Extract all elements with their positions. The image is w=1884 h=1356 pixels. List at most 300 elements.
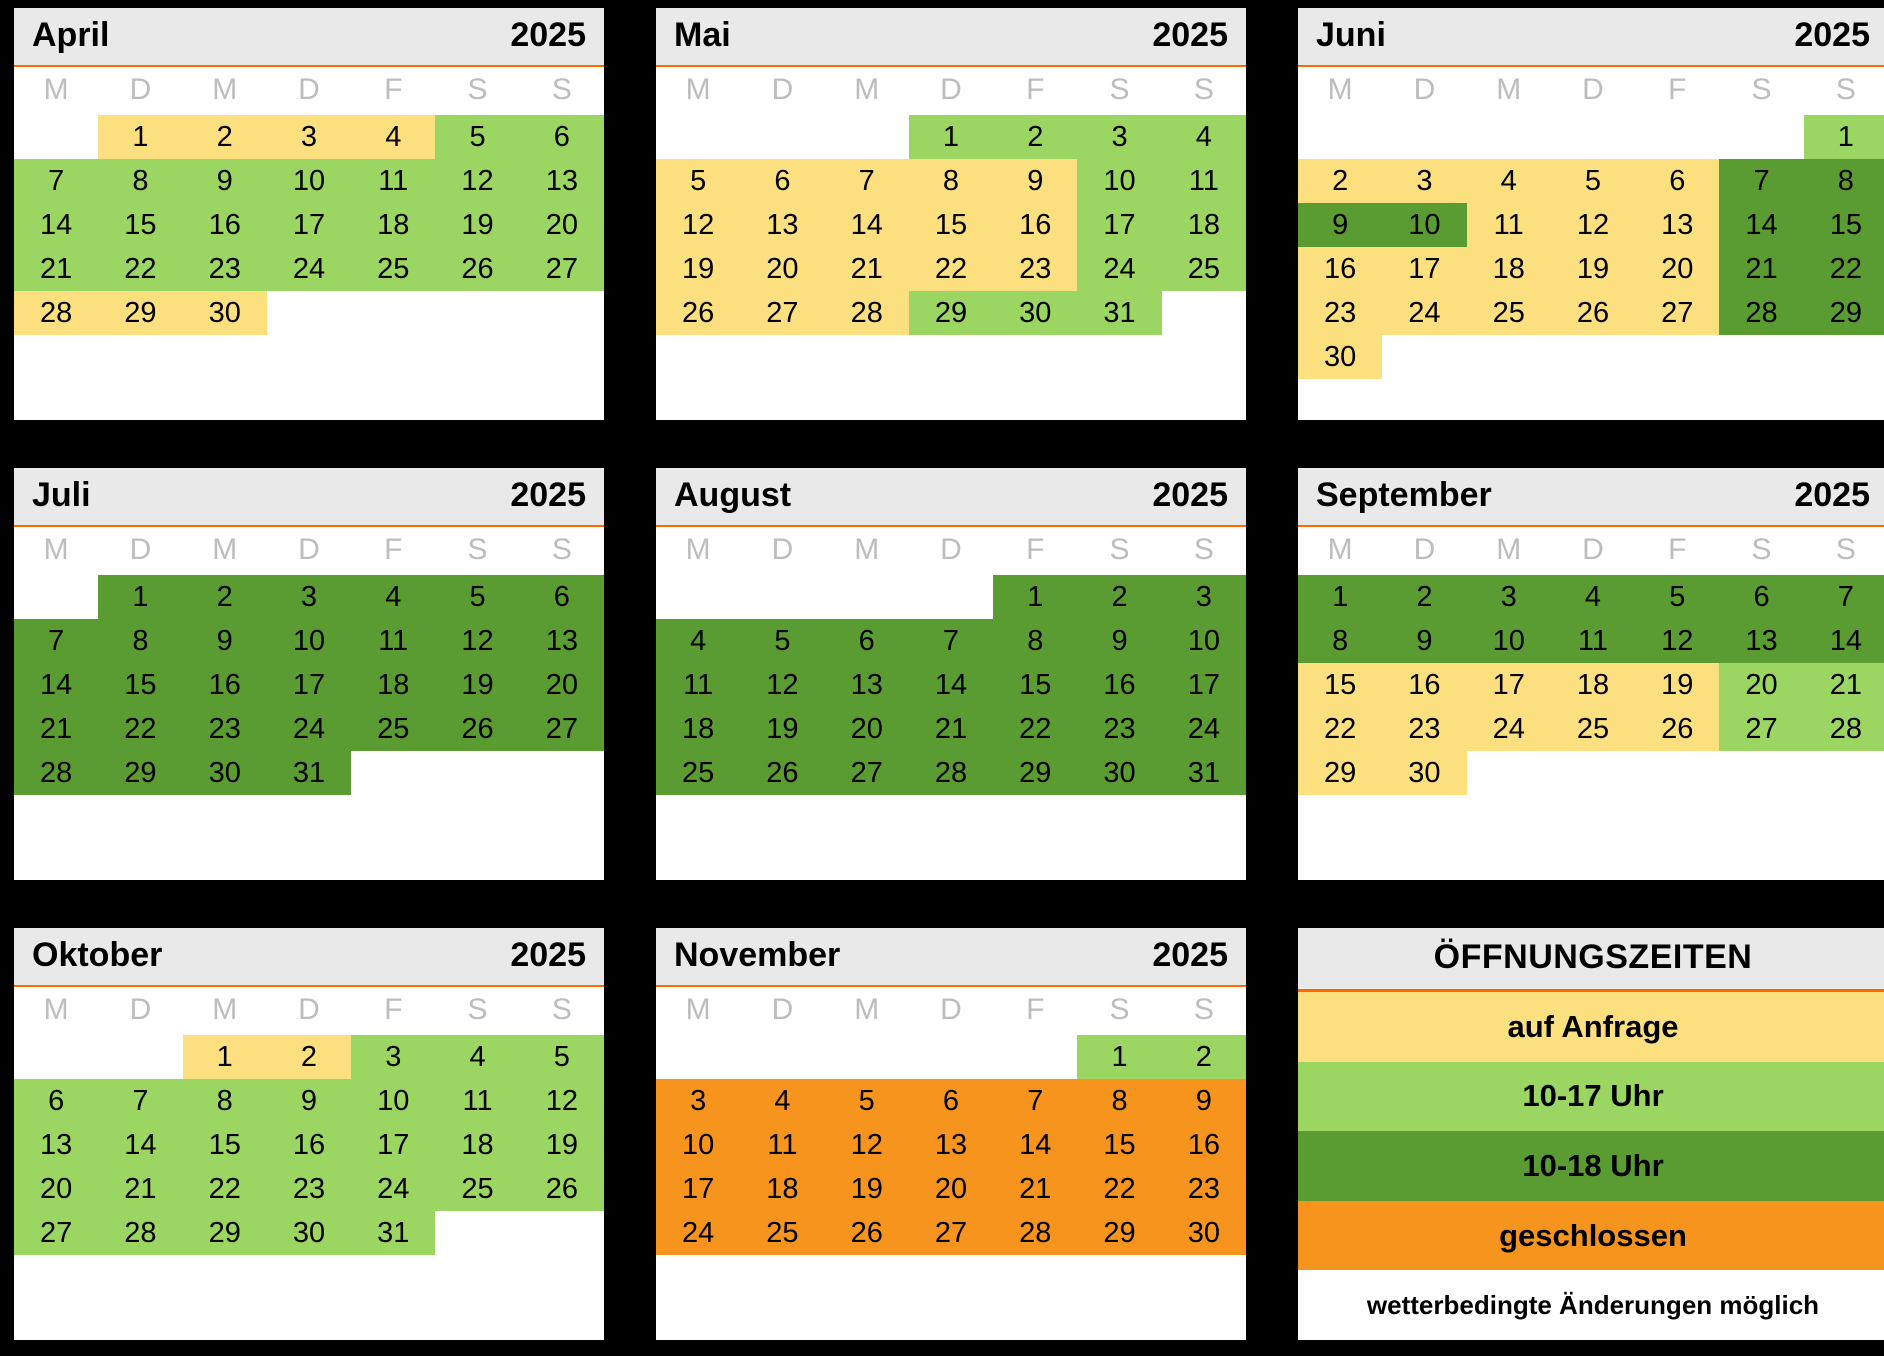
- month-name: August: [674, 476, 792, 514]
- week-row: [14, 1167, 604, 1211]
- weekday-header: D: [1413, 533, 1436, 566]
- day-cell: 27: [1719, 707, 1803, 751]
- day-cell: 6: [1635, 159, 1719, 203]
- empty-day-cell: [1635, 335, 1719, 379]
- day-cell: 9: [183, 619, 267, 663]
- day-cell: 11: [1551, 619, 1635, 663]
- day-cell: 12: [435, 159, 519, 203]
- weekday-header: F: [1026, 993, 1045, 1026]
- day-cell: 14: [993, 1123, 1077, 1167]
- day-cell: 7: [1804, 575, 1884, 619]
- day-cell: 24: [1382, 291, 1466, 335]
- day-cell: 26: [740, 751, 824, 795]
- day-cell: 22: [993, 707, 1077, 751]
- empty-day-cell: [520, 1211, 604, 1255]
- weekday-header: M: [43, 73, 69, 106]
- day-cell: 21: [98, 1167, 182, 1211]
- day-cell: 29: [183, 1211, 267, 1255]
- day-cell: 9: [993, 159, 1077, 203]
- day-cell: 21: [993, 1167, 1077, 1211]
- empty-day-cell: [351, 751, 435, 795]
- day-cell: 24: [351, 1167, 435, 1211]
- day-cell: 15: [993, 663, 1077, 707]
- day-cell: 7: [14, 619, 98, 663]
- weekday-header: D: [1413, 73, 1436, 106]
- day-cell: 27: [740, 291, 824, 335]
- day-cell: 6: [909, 1079, 993, 1123]
- day-cell: 21: [1804, 663, 1884, 707]
- month-year: 2025: [510, 16, 586, 54]
- day-cell: 22: [1298, 707, 1382, 751]
- week-row: [656, 115, 1246, 159]
- day-cell: 4: [351, 575, 435, 619]
- day-cell: 28: [98, 1211, 182, 1255]
- weekday-header: S: [1835, 73, 1856, 106]
- week-row: [14, 291, 604, 335]
- day-cell: 2: [993, 115, 1077, 159]
- day-cell: 20: [1635, 247, 1719, 291]
- day-cell: 2: [183, 575, 267, 619]
- month-card: [656, 468, 1246, 880]
- week-row: [656, 1167, 1246, 1211]
- day-cell: 25: [435, 1167, 519, 1211]
- legend-row-request: auf Anfrage: [1298, 992, 1884, 1062]
- week-row: [656, 751, 1246, 795]
- day-cell: 28: [993, 1211, 1077, 1255]
- day-cell: 23: [1382, 707, 1466, 751]
- day-cell: 31: [1077, 291, 1161, 335]
- day-cell: 18: [1551, 663, 1635, 707]
- day-cell: 18: [351, 663, 435, 707]
- empty-day-cell: [267, 291, 351, 335]
- month-card: [1298, 468, 1884, 880]
- day-cell: 1: [909, 115, 993, 159]
- day-cell: 28: [1719, 291, 1803, 335]
- day-cell: 13: [825, 663, 909, 707]
- empty-day-cell: [1635, 751, 1719, 795]
- empty-day-cell: [1804, 751, 1884, 795]
- month-year: 2025: [1794, 16, 1870, 54]
- day-cell: 10: [1077, 159, 1161, 203]
- day-cell: 4: [435, 1035, 519, 1079]
- day-cell: 18: [1162, 203, 1246, 247]
- day-cell: 22: [183, 1167, 267, 1211]
- day-cell: 2: [1382, 575, 1466, 619]
- empty-day-cell: [740, 1035, 824, 1079]
- month-table: [656, 527, 1246, 795]
- empty-day-cell: [1719, 335, 1803, 379]
- empty-day-cell: [1382, 335, 1466, 379]
- day-cell: 28: [909, 751, 993, 795]
- day-cell: 23: [267, 1167, 351, 1211]
- month-table: [656, 987, 1246, 1255]
- day-cell: 11: [1467, 203, 1551, 247]
- day-cell: 28: [14, 751, 98, 795]
- week-row: [656, 1211, 1246, 1255]
- day-cell: 23: [183, 707, 267, 751]
- empty-day-cell: [740, 115, 824, 159]
- weekday-header: M: [854, 533, 880, 566]
- day-cell: 16: [1077, 663, 1161, 707]
- weekday-header: M: [854, 73, 880, 106]
- legend-row-open-10-18: 10-18 Uhr: [1298, 1131, 1884, 1201]
- day-cell: 11: [351, 619, 435, 663]
- empty-day-cell: [1804, 335, 1884, 379]
- month-year: 2025: [1152, 936, 1228, 974]
- day-cell: 19: [656, 247, 740, 291]
- week-row: [14, 203, 604, 247]
- day-cell: 5: [520, 1035, 604, 1079]
- day-cell: 30: [267, 1211, 351, 1255]
- day-cell: 5: [825, 1079, 909, 1123]
- weekday-header: S: [1109, 73, 1130, 106]
- month-table: [656, 67, 1246, 335]
- month-table: [1298, 67, 1884, 379]
- day-cell: 25: [740, 1211, 824, 1255]
- day-cell: 20: [14, 1167, 98, 1211]
- day-cell: 17: [267, 203, 351, 247]
- day-cell: 15: [1804, 203, 1884, 247]
- empty-day-cell: [1298, 115, 1382, 159]
- day-cell: 4: [1551, 575, 1635, 619]
- day-cell: 7: [98, 1079, 182, 1123]
- day-cell: 13: [909, 1123, 993, 1167]
- day-cell: 30: [183, 751, 267, 795]
- month-name: November: [674, 936, 841, 974]
- day-cell: 8: [98, 159, 182, 203]
- empty-day-cell: [1719, 751, 1803, 795]
- week-row: [14, 751, 604, 795]
- empty-day-cell: [1719, 115, 1803, 159]
- day-cell: 13: [1719, 619, 1803, 663]
- day-cell: 6: [740, 159, 824, 203]
- day-cell: 25: [1467, 291, 1551, 335]
- day-cell: 25: [1551, 707, 1635, 751]
- empty-day-cell: [1551, 751, 1635, 795]
- month-table: [14, 527, 604, 795]
- weekday-header: F: [1668, 73, 1687, 106]
- day-cell: 5: [740, 619, 824, 663]
- day-cell: 5: [1551, 159, 1635, 203]
- day-cell: 26: [1635, 707, 1719, 751]
- weekday-header: M: [43, 993, 69, 1026]
- day-cell: 5: [1635, 575, 1719, 619]
- day-cell: 13: [520, 159, 604, 203]
- day-cell: 13: [740, 203, 824, 247]
- weekday-header: S: [551, 533, 572, 566]
- week-row: [656, 203, 1246, 247]
- day-cell: 21: [14, 247, 98, 291]
- day-cell: 23: [1162, 1167, 1246, 1211]
- weekday-header: M: [685, 73, 711, 106]
- day-cell: 8: [993, 619, 1077, 663]
- day-cell: 4: [740, 1079, 824, 1123]
- day-cell: 30: [183, 291, 267, 335]
- weekday-header: D: [129, 533, 152, 566]
- month-name: Oktober: [32, 936, 163, 974]
- weekday-header: M: [212, 993, 238, 1026]
- week-row: [14, 1035, 604, 1079]
- day-cell: 16: [1382, 663, 1466, 707]
- day-cell: 27: [520, 707, 604, 751]
- weekday-header: M: [1496, 533, 1522, 566]
- day-cell: 28: [1804, 707, 1884, 751]
- day-cell: 31: [1162, 751, 1246, 795]
- day-cell: 20: [909, 1167, 993, 1211]
- day-cell: 3: [1382, 159, 1466, 203]
- month-card: [1298, 8, 1884, 420]
- week-row: [656, 159, 1246, 203]
- empty-day-cell: [14, 115, 98, 159]
- day-cell: 10: [267, 159, 351, 203]
- day-cell: 2: [1298, 159, 1382, 203]
- week-row: [14, 663, 604, 707]
- week-row: [14, 707, 604, 751]
- day-cell: 10: [267, 619, 351, 663]
- week-row: [1298, 159, 1884, 203]
- empty-day-cell: [520, 291, 604, 335]
- day-cell: 1: [1804, 115, 1884, 159]
- day-cell: 24: [1077, 247, 1161, 291]
- day-cell: 1: [98, 115, 182, 159]
- week-row: [14, 159, 604, 203]
- day-cell: 11: [351, 159, 435, 203]
- day-cell: 22: [909, 247, 993, 291]
- day-cell: 18: [1467, 247, 1551, 291]
- weekday-header: M: [1496, 73, 1522, 106]
- day-cell: 10: [656, 1123, 740, 1167]
- empty-day-cell: [825, 575, 909, 619]
- weekday-header: M: [854, 993, 880, 1026]
- week-row: [1298, 247, 1884, 291]
- week-row: [14, 247, 604, 291]
- day-cell: 12: [1635, 619, 1719, 663]
- day-cell: 15: [1298, 663, 1382, 707]
- day-cell: 20: [740, 247, 824, 291]
- day-cell: 23: [1077, 707, 1161, 751]
- empty-day-cell: [14, 1035, 98, 1079]
- day-cell: 5: [435, 115, 519, 159]
- day-cell: 26: [825, 1211, 909, 1255]
- day-cell: 18: [435, 1123, 519, 1167]
- day-cell: 29: [98, 291, 182, 335]
- weekday-header: D: [298, 533, 320, 566]
- day-cell: 18: [351, 203, 435, 247]
- empty-day-cell: [435, 291, 519, 335]
- empty-day-cell: [1467, 751, 1551, 795]
- day-cell: 7: [909, 619, 993, 663]
- day-cell: 11: [1162, 159, 1246, 203]
- day-cell: 6: [1719, 575, 1803, 619]
- day-cell: 17: [1467, 663, 1551, 707]
- day-cell: 12: [1551, 203, 1635, 247]
- weekday-header: M: [212, 73, 238, 106]
- day-cell: 22: [98, 247, 182, 291]
- weekday-header: S: [1751, 73, 1772, 106]
- day-cell: 1: [1298, 575, 1382, 619]
- legend-title: ÖFFNUNGSZEITEN: [1433, 938, 1753, 976]
- day-cell: 29: [993, 751, 1077, 795]
- month-card: [14, 928, 604, 1340]
- month-header: [656, 8, 1246, 67]
- day-cell: 3: [656, 1079, 740, 1123]
- day-cell: 31: [267, 751, 351, 795]
- day-cell: 9: [1382, 619, 1466, 663]
- empty-day-cell: [435, 751, 519, 795]
- empty-day-cell: [656, 1035, 740, 1079]
- day-cell: 17: [267, 663, 351, 707]
- week-row: [14, 619, 604, 663]
- day-cell: 15: [1077, 1123, 1161, 1167]
- day-cell: 20: [825, 707, 909, 751]
- day-cell: 20: [520, 203, 604, 247]
- day-cell: 15: [98, 663, 182, 707]
- day-cell: 21: [825, 247, 909, 291]
- month-year: 2025: [510, 476, 586, 514]
- day-cell: 19: [435, 663, 519, 707]
- week-row: [14, 575, 604, 619]
- day-cell: 19: [1551, 247, 1635, 291]
- month-card: [14, 468, 604, 880]
- month-header: [1298, 468, 1884, 527]
- legend-row-open-10-17: 10-17 Uhr: [1298, 1062, 1884, 1132]
- day-cell: 23: [1298, 291, 1382, 335]
- weekday-header: D: [771, 73, 794, 106]
- day-cell: 27: [909, 1211, 993, 1255]
- day-cell: 14: [1719, 203, 1803, 247]
- day-cell: 19: [435, 203, 519, 247]
- day-cell: 26: [656, 291, 740, 335]
- day-cell: 15: [183, 1123, 267, 1167]
- day-cell: 29: [1298, 751, 1382, 795]
- day-cell: 24: [267, 247, 351, 291]
- day-cell: 6: [520, 115, 604, 159]
- empty-day-cell: [1551, 335, 1635, 379]
- weekday-header: S: [1193, 993, 1214, 1026]
- month-year: 2025: [1152, 476, 1228, 514]
- weekday-header: S: [1109, 533, 1130, 566]
- weekday-header: S: [467, 993, 488, 1026]
- weekday-header: M: [212, 533, 238, 566]
- empty-day-cell: [1551, 115, 1635, 159]
- day-cell: 5: [656, 159, 740, 203]
- empty-day-cell: [740, 575, 824, 619]
- month-year: 2025: [1152, 16, 1228, 54]
- weekday-header: M: [685, 993, 711, 1026]
- day-cell: 9: [267, 1079, 351, 1123]
- weekday-header: D: [771, 993, 794, 1026]
- day-cell: 24: [656, 1211, 740, 1255]
- day-cell: 1: [993, 575, 1077, 619]
- week-row: [14, 1079, 604, 1123]
- weekday-header: S: [1751, 533, 1772, 566]
- empty-day-cell: [1162, 291, 1246, 335]
- day-cell: 2: [183, 115, 267, 159]
- weekday-header: D: [1582, 533, 1604, 566]
- month-table: [14, 987, 604, 1255]
- day-cell: 26: [435, 247, 519, 291]
- day-cell: 8: [909, 159, 993, 203]
- weekday-header: D: [129, 993, 152, 1026]
- day-cell: 5: [435, 575, 519, 619]
- day-cell: 8: [1804, 159, 1884, 203]
- day-cell: 14: [825, 203, 909, 247]
- week-row: [14, 115, 604, 159]
- day-cell: 9: [1298, 203, 1382, 247]
- day-cell: 13: [520, 619, 604, 663]
- day-cell: 8: [98, 619, 182, 663]
- legend-row-closed: geschlossen: [1298, 1201, 1884, 1271]
- week-row: [656, 575, 1246, 619]
- day-cell: 14: [909, 663, 993, 707]
- day-cell: 22: [1077, 1167, 1161, 1211]
- day-cell: 25: [351, 707, 435, 751]
- week-row: [656, 619, 1246, 663]
- week-row: [14, 1123, 604, 1167]
- day-cell: 30: [1077, 751, 1161, 795]
- day-cell: 12: [520, 1079, 604, 1123]
- empty-day-cell: [1467, 335, 1551, 379]
- day-cell: 15: [98, 203, 182, 247]
- day-cell: 11: [435, 1079, 519, 1123]
- legend-card: [1298, 928, 1884, 1340]
- empty-day-cell: [435, 1211, 519, 1255]
- day-cell: 15: [909, 203, 993, 247]
- day-cell: 3: [351, 1035, 435, 1079]
- day-cell: 4: [351, 115, 435, 159]
- day-cell: 2: [1077, 575, 1161, 619]
- day-cell: 14: [14, 203, 98, 247]
- day-cell: 30: [993, 291, 1077, 335]
- day-cell: 1: [98, 575, 182, 619]
- day-cell: 9: [183, 159, 267, 203]
- week-row: [14, 1211, 604, 1255]
- day-cell: 16: [993, 203, 1077, 247]
- day-cell: 19: [520, 1123, 604, 1167]
- day-cell: 16: [267, 1123, 351, 1167]
- day-cell: 6: [520, 575, 604, 619]
- weekday-header: D: [129, 73, 152, 106]
- day-cell: 24: [267, 707, 351, 751]
- weekday-header: F: [1026, 73, 1045, 106]
- day-cell: 31: [351, 1211, 435, 1255]
- day-cell: 24: [1467, 707, 1551, 751]
- empty-day-cell: [825, 115, 909, 159]
- day-cell: 4: [1467, 159, 1551, 203]
- day-cell: 21: [909, 707, 993, 751]
- day-cell: 2: [1162, 1035, 1246, 1079]
- weekday-header: M: [43, 533, 69, 566]
- empty-day-cell: [1635, 115, 1719, 159]
- day-cell: 4: [656, 619, 740, 663]
- month-year: 2025: [510, 936, 586, 974]
- day-cell: 27: [14, 1211, 98, 1255]
- empty-day-cell: [993, 1035, 1077, 1079]
- month-name: September: [1316, 476, 1492, 514]
- weekday-header: S: [551, 73, 572, 106]
- day-cell: 7: [825, 159, 909, 203]
- week-row: [656, 1079, 1246, 1123]
- day-cell: 9: [1077, 619, 1161, 663]
- week-row: [1298, 203, 1884, 247]
- month-header: [656, 928, 1246, 987]
- day-cell: 26: [435, 707, 519, 751]
- month-card: [14, 8, 604, 420]
- day-cell: 28: [14, 291, 98, 335]
- empty-day-cell: [351, 291, 435, 335]
- day-cell: 26: [520, 1167, 604, 1211]
- month-name: Juni: [1316, 16, 1386, 54]
